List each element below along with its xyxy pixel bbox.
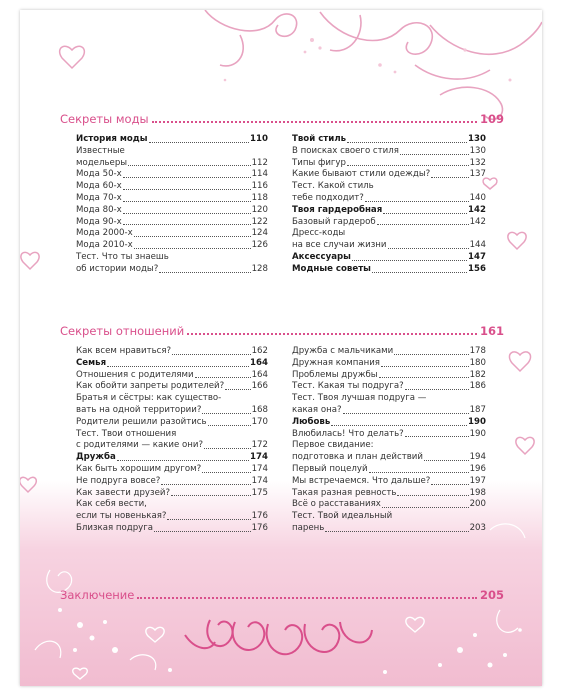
dot-leader (123, 177, 251, 178)
dot-leader (424, 460, 469, 461)
dot-leader (152, 121, 477, 123)
page-number: 122 (251, 216, 268, 227)
page-number: 140 (469, 192, 486, 203)
entry-title: Близкая подруга (76, 522, 154, 533)
page-number: 203 (469, 522, 486, 533)
entry-title: Тест. Какая ты подруга? (292, 381, 404, 392)
page-number: 124 (251, 228, 268, 239)
toc-entry[interactable] (292, 193, 486, 205)
entry-title: Как всем нравиться? (76, 346, 172, 356)
entry-title: об истории моды? (76, 263, 159, 274)
dot-leader (377, 224, 469, 225)
entry-title: Дружба с мальчиками (292, 346, 394, 356)
page-number: 147 (468, 251, 486, 262)
toc-entry[interactable] (292, 476, 486, 488)
page-number: 187 (469, 404, 486, 415)
entry-title: Отношения с родителями (76, 369, 194, 380)
dot-leader (405, 436, 469, 437)
dot-leader (394, 354, 468, 355)
dot-leader (117, 460, 249, 461)
entry-title: на все случаи жизни (292, 240, 387, 251)
toc-entry[interactable] (76, 193, 268, 205)
entry-title: Модные советы (292, 263, 371, 274)
swirl-ornament-top (205, 10, 542, 119)
section-title: Секреты моды (60, 112, 149, 126)
dot-leader (202, 413, 250, 414)
toc-entry-line: Тест. Что ты знаешь (76, 251, 169, 262)
page-number: 174 (251, 475, 268, 486)
entry-title: подготовка и план действий (292, 452, 423, 463)
entry-title: Родители решили разойтись (76, 416, 207, 427)
entry-title: Какие бывают стили одежды? (292, 169, 431, 180)
dot-leader (128, 165, 251, 166)
dot-leader (347, 165, 469, 166)
section-heading-relations[interactable] (60, 320, 504, 338)
toc-entry[interactable] (292, 358, 486, 370)
toc-entry[interactable] (292, 146, 486, 158)
page-number: 128 (251, 263, 268, 274)
toc-entry[interactable] (76, 464, 268, 476)
toc-column-left (76, 134, 268, 276)
page-number: 197 (469, 475, 486, 486)
page-number: 137 (469, 169, 486, 180)
dot-leader (159, 272, 250, 273)
entry-title: Первый поцелуй (292, 463, 368, 474)
entry-title: Всё о расставаниях (292, 499, 381, 510)
dot-leader (388, 248, 469, 249)
entry-title: если ты новенькая? (76, 511, 167, 522)
entry-title: с родителями — какие они? (76, 440, 204, 451)
dot-leader (383, 213, 467, 214)
entry-title: Мода 50-х (76, 169, 122, 180)
toc-column-right (292, 134, 486, 276)
page-number: 200 (469, 499, 486, 510)
toc-entry[interactable] (292, 158, 486, 170)
toc-entry[interactable] (292, 499, 486, 511)
dot-leader (400, 154, 469, 155)
dot-leader (154, 531, 251, 532)
page-number: 164 (251, 369, 268, 380)
toc-entry[interactable] (76, 228, 268, 240)
toc-entry[interactable] (292, 452, 486, 464)
entry-title: В поисках своего стиля (292, 145, 399, 156)
dot-leader (172, 354, 250, 355)
toc-entry-line: Тест. Какой стиль (292, 181, 374, 192)
dot-leader (431, 484, 468, 485)
toc-entry[interactable] (76, 405, 268, 417)
page-number: 170 (251, 416, 268, 427)
entry-title: История моды (76, 134, 148, 144)
toc-entry[interactable] (76, 476, 268, 488)
toc-chapter-entry[interactable] (292, 264, 486, 276)
toc-entry[interactable] (292, 405, 486, 417)
entry-title: парень (292, 522, 325, 533)
toc-chapter-entry[interactable] (292, 205, 486, 217)
dot-leader (123, 189, 251, 190)
page-number: 144 (469, 240, 486, 251)
dot-leader (195, 377, 251, 378)
toc-entry[interactable] (76, 488, 268, 500)
page-number: 190 (468, 416, 486, 427)
toc-entry-line: Тест. Твой идеальный (292, 511, 393, 522)
page-number: 196 (469, 463, 486, 474)
section-title: Заключение (60, 588, 135, 602)
entry-title: Проблемы дружбы (292, 369, 378, 380)
page-number: 166 (251, 381, 268, 392)
toc-entry[interactable] (292, 429, 486, 441)
page-number: 168 (251, 404, 268, 415)
page-number: 156 (468, 263, 486, 274)
page-number: 116 (251, 181, 268, 192)
page-number: 186 (469, 381, 486, 392)
dot-leader (372, 272, 467, 273)
dot-leader (123, 201, 251, 202)
toc-entry[interactable] (76, 440, 268, 452)
page-number: 164 (250, 357, 268, 368)
page-number: 180 (469, 357, 486, 368)
toc-entry-line: Как себя вести, (76, 499, 147, 510)
dot-leader (343, 413, 469, 414)
toc-page (20, 10, 542, 686)
section-title: Секреты отношений (60, 324, 185, 338)
entry-title: Дружная компания (292, 357, 380, 368)
entry-title: Как обойти запреты родителей? (76, 381, 225, 392)
page-number: 112 (251, 157, 268, 168)
entry-title: Мода 60-х (76, 181, 122, 192)
dot-leader (202, 472, 250, 473)
entry-title: Аксессуары (292, 251, 351, 262)
entry-title: Семья (76, 357, 107, 368)
toc-entry[interactable] (76, 370, 268, 382)
entry-title: Мода 2010-х (76, 240, 133, 251)
swirl-ornament-bottom (185, 620, 372, 654)
toc-entry-line: Тест. Твоя лучшая подруга — (292, 393, 427, 404)
dot-leader (382, 507, 469, 508)
page-number: 198 (469, 487, 486, 498)
toc-entry-line: Известные (76, 145, 125, 156)
toc-entry[interactable] (76, 381, 268, 393)
toc-entry[interactable] (76, 169, 268, 181)
page-number: 120 (251, 204, 268, 215)
dot-leader (134, 236, 251, 237)
page-number: 176 (251, 522, 268, 533)
page-number: 114 (251, 169, 268, 180)
toc-chapter-entry[interactable] (76, 358, 268, 370)
toc-column-right (292, 346, 486, 535)
entry-title: Не подруга вовсе? (76, 475, 161, 486)
dot-leader (381, 366, 469, 367)
toc-entry[interactable] (292, 523, 486, 535)
entry-title: Типы фигур (292, 157, 346, 168)
dot-leader (325, 531, 468, 532)
page-number: 172 (251, 440, 268, 451)
entry-title: Как быть хорошим другом? (76, 463, 202, 474)
page-number: 176 (251, 511, 268, 522)
toc-entry[interactable] (76, 240, 268, 252)
dot-leader (171, 495, 251, 496)
toc-entry[interactable] (292, 217, 486, 229)
toc-entry[interactable] (76, 205, 268, 217)
toc-entry[interactable] (292, 346, 486, 358)
entry-title: Любовь (292, 416, 331, 427)
dot-leader (149, 142, 250, 143)
dot-leader (352, 260, 467, 261)
toc-column-left (76, 346, 268, 535)
dot-leader (397, 495, 468, 496)
page-number: 162 (251, 346, 268, 356)
page-number: 110 (250, 134, 268, 144)
page-number: 142 (469, 216, 486, 227)
dot-leader (379, 377, 469, 378)
toc-entry[interactable] (292, 488, 486, 500)
entry-title: Как завести друзей? (76, 487, 171, 498)
toc-chapter-entry[interactable] (76, 452, 268, 464)
entry-title: какая она? (292, 404, 342, 415)
toc-entry[interactable] (76, 417, 268, 429)
dot-leader (167, 519, 250, 520)
page-number: 194 (469, 452, 486, 463)
toc-entry[interactable] (76, 217, 268, 229)
entry-title: тебе подходит? (292, 192, 364, 203)
dot-leader (187, 333, 477, 335)
toc-entry-line: Первое свидание: (292, 440, 374, 451)
dot-leader (123, 213, 251, 214)
page-number: 175 (251, 487, 268, 498)
dot-leader (208, 425, 251, 426)
page-number: 178 (469, 346, 486, 356)
page-number: 130 (469, 145, 486, 156)
entry-title: Твой стиль (292, 134, 347, 144)
toc-chapter-entry[interactable] (292, 417, 486, 429)
dot-leader (225, 389, 250, 390)
toc-entry[interactable] (76, 181, 268, 193)
toc-chapter-entry[interactable] (292, 134, 486, 146)
entry-title: Базовый гардероб (292, 216, 376, 227)
entry-title: Влюбилась! Что делать? (292, 428, 404, 439)
page-number: 182 (469, 369, 486, 380)
section-page: 205 (479, 588, 504, 602)
page-number: 142 (468, 204, 486, 215)
toc-entry[interactable] (292, 169, 486, 181)
entry-title: Твоя гардеробная (292, 204, 383, 215)
page-number: 174 (251, 463, 268, 474)
dot-leader (431, 177, 468, 178)
dot-leader (365, 201, 469, 202)
toc-entry[interactable] (292, 381, 486, 393)
toc-entry[interactable] (76, 346, 268, 358)
entry-title: Мода 90-х (76, 216, 122, 227)
dot-leader (204, 448, 251, 449)
dot-leader (137, 597, 477, 599)
section-heading-fashion[interactable] (60, 108, 504, 126)
dot-leader (331, 425, 467, 426)
toc-entry-line: Дресс-коды (292, 228, 346, 239)
section-heading-conclusion[interactable] (60, 584, 504, 602)
dot-leader (161, 484, 250, 485)
toc-entry[interactable] (76, 511, 268, 523)
section-page: 161 (479, 324, 504, 338)
page-number: 132 (469, 157, 486, 168)
entry-title: Такая разная ревность (292, 487, 397, 498)
toc-entry[interactable] (76, 523, 268, 535)
entry-title: модельеры (76, 157, 128, 168)
dot-leader (347, 142, 467, 143)
page-number: 190 (469, 428, 486, 439)
toc-entry[interactable] (292, 370, 486, 382)
entry-title: Мы встречаемся. Что дальше? (292, 475, 431, 486)
entry-title: Мода 70-х (76, 192, 122, 203)
toc-entry-line: Тест. Твои отношения (76, 428, 177, 439)
section-page: 109 (479, 112, 504, 126)
toc-chapter-entry[interactable] (76, 134, 268, 146)
toc-entry[interactable] (76, 264, 268, 276)
dot-leader (369, 472, 469, 473)
toc-entry-line: Братья и сёстры: как существо- (76, 393, 222, 404)
dot-leader (405, 389, 469, 390)
dot-leader (107, 366, 249, 367)
dot-leader (123, 224, 251, 225)
page-number: 130 (468, 134, 486, 144)
entry-title: Мода 2000-х (76, 228, 133, 239)
entry-title: вать на одной территории? (76, 404, 202, 415)
page-number: 118 (251, 192, 268, 203)
page-number: 126 (251, 240, 268, 251)
dot-leader (134, 248, 251, 249)
toc-entry[interactable] (76, 158, 268, 170)
toc-chapter-entry[interactable] (292, 252, 486, 264)
toc-entry[interactable] (292, 240, 486, 252)
entry-title: Дружба (76, 452, 116, 463)
entry-title: Мода 80-х (76, 204, 122, 215)
toc-entry[interactable] (292, 464, 486, 476)
page-number: 174 (250, 452, 268, 463)
